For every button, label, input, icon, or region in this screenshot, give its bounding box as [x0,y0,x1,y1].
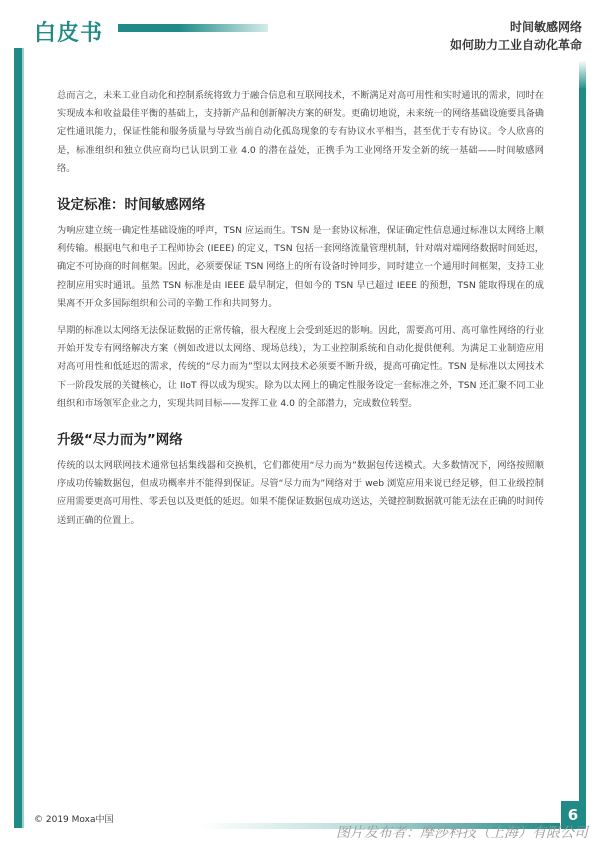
tsn-paragraph-1: 为响应建立统一确定性基础设施的呼声，TSN 应运而生。TSN 是一套协议标准，保证确定性信息通过标准以太网络上顺利传输。根据电气和电子工程师协会 (IEEE) 的定义，TSN 包括一套网络流量管理机制，针对端对端网络数据时间延迟，确定不可协商的时间框架。因此，必须要保证 TSN 网络上的所有设备时钟同步，同时建立一个通用时间框架，支持工业控制应用实时通讯。虽然 TSN 标准是由 IEEE 最早制定，但如今的 TSN 早已超过 IEEE 的预想，TSN 能取得现在的成果离不开众多国际组织和公司的辛勤工作和共同努力。 [57,225,544,309]
header-stripe [118,24,268,32]
right-accent-bar [579,88,586,828]
section-heading-best-effort: 升级“尽力而为”网络 [57,432,183,449]
whitepaper-logo: 白皮书 [34,21,104,46]
document-title-line1: 时间敏感网络 [509,20,582,34]
left-accent-bar [14,48,22,828]
best-effort-paragraph: 传统的以太网联网技术通常包括集线器和交换机，它们都使用“尽力而为”数据包传送模式。大多数情况下，网络按照顺序成功传输数据包，但成功概率并不能得到保证。尽管“尽力而为”网络对于 web 浏览应用来说已经足够，但工业级控制应用需要更高可用性、零丢包以及更低的延迟。如果不能保证数据包成功送达，关键控制数据就可能无法在正确的时间传送到正确的位置上。 [57,460,544,526]
page-number-badge: 6 [561,801,585,829]
document-title-line2: 如何助力工业自动化革命 [449,38,582,52]
publisher-watermark: 图片发布者：摩莎科技（上海）有限公司 [336,825,588,841]
document-title [450,18,582,54]
tsn-paragraph-2: 早期的标准以太网络无法保证数据的正常传输，很大程度上会受到延迟的影响。因此，需要高可用、高可靠性网络的行业开始开发专有网络解决方案（例如改进以太网络、现场总线），为工业控制系统和自动化提供便利。为满足工业制造应用对高可用性和低延迟的需求，传统的“尽力而为”型以太网技术必须要不断升级，提高可确定性。TSN 是标准以太网技术下一阶段发展的关键核心，让 IIoT 得以成为现实。除为以太网上的确定性服务设定一套标准之外，TSN 还汇聚不同工业组织和市场领军企业之力，实现共同目标——发挥工业 4.0 的全部潜力，完成数位转型。 [57,325,544,409]
section-heading-tsn: 设定标准：时间敏感网络 [57,197,206,214]
intro-paragraph: 总而言之，未来工业自动化和控制系统将致力于融合信息和互联网技术，不断满足对高可用性和实时通讯的需求，同时在实现成本和收益最佳平衡的基础上，支持新产品和创新解决方案的研发。更确切地说，未来统一的网络基础设施要具备确定性通讯能力，保证性能和服务质量与导致当前自动化孤岛现象的专有协议水平相当，甚至优于专有协议。令人欣喜的是，标准组织和独立供应商均已认识到工业 4.0 的潜在益处，正携手为工业网络开发全新的统一基础——时间敏感网络。 [57,90,544,174]
copyright-text: © 2019 Moxa中国 [34,815,114,825]
right-accent-bar-fade [579,60,586,90]
main-content [57,87,544,530]
left-accent-bar-inner [22,48,24,828]
